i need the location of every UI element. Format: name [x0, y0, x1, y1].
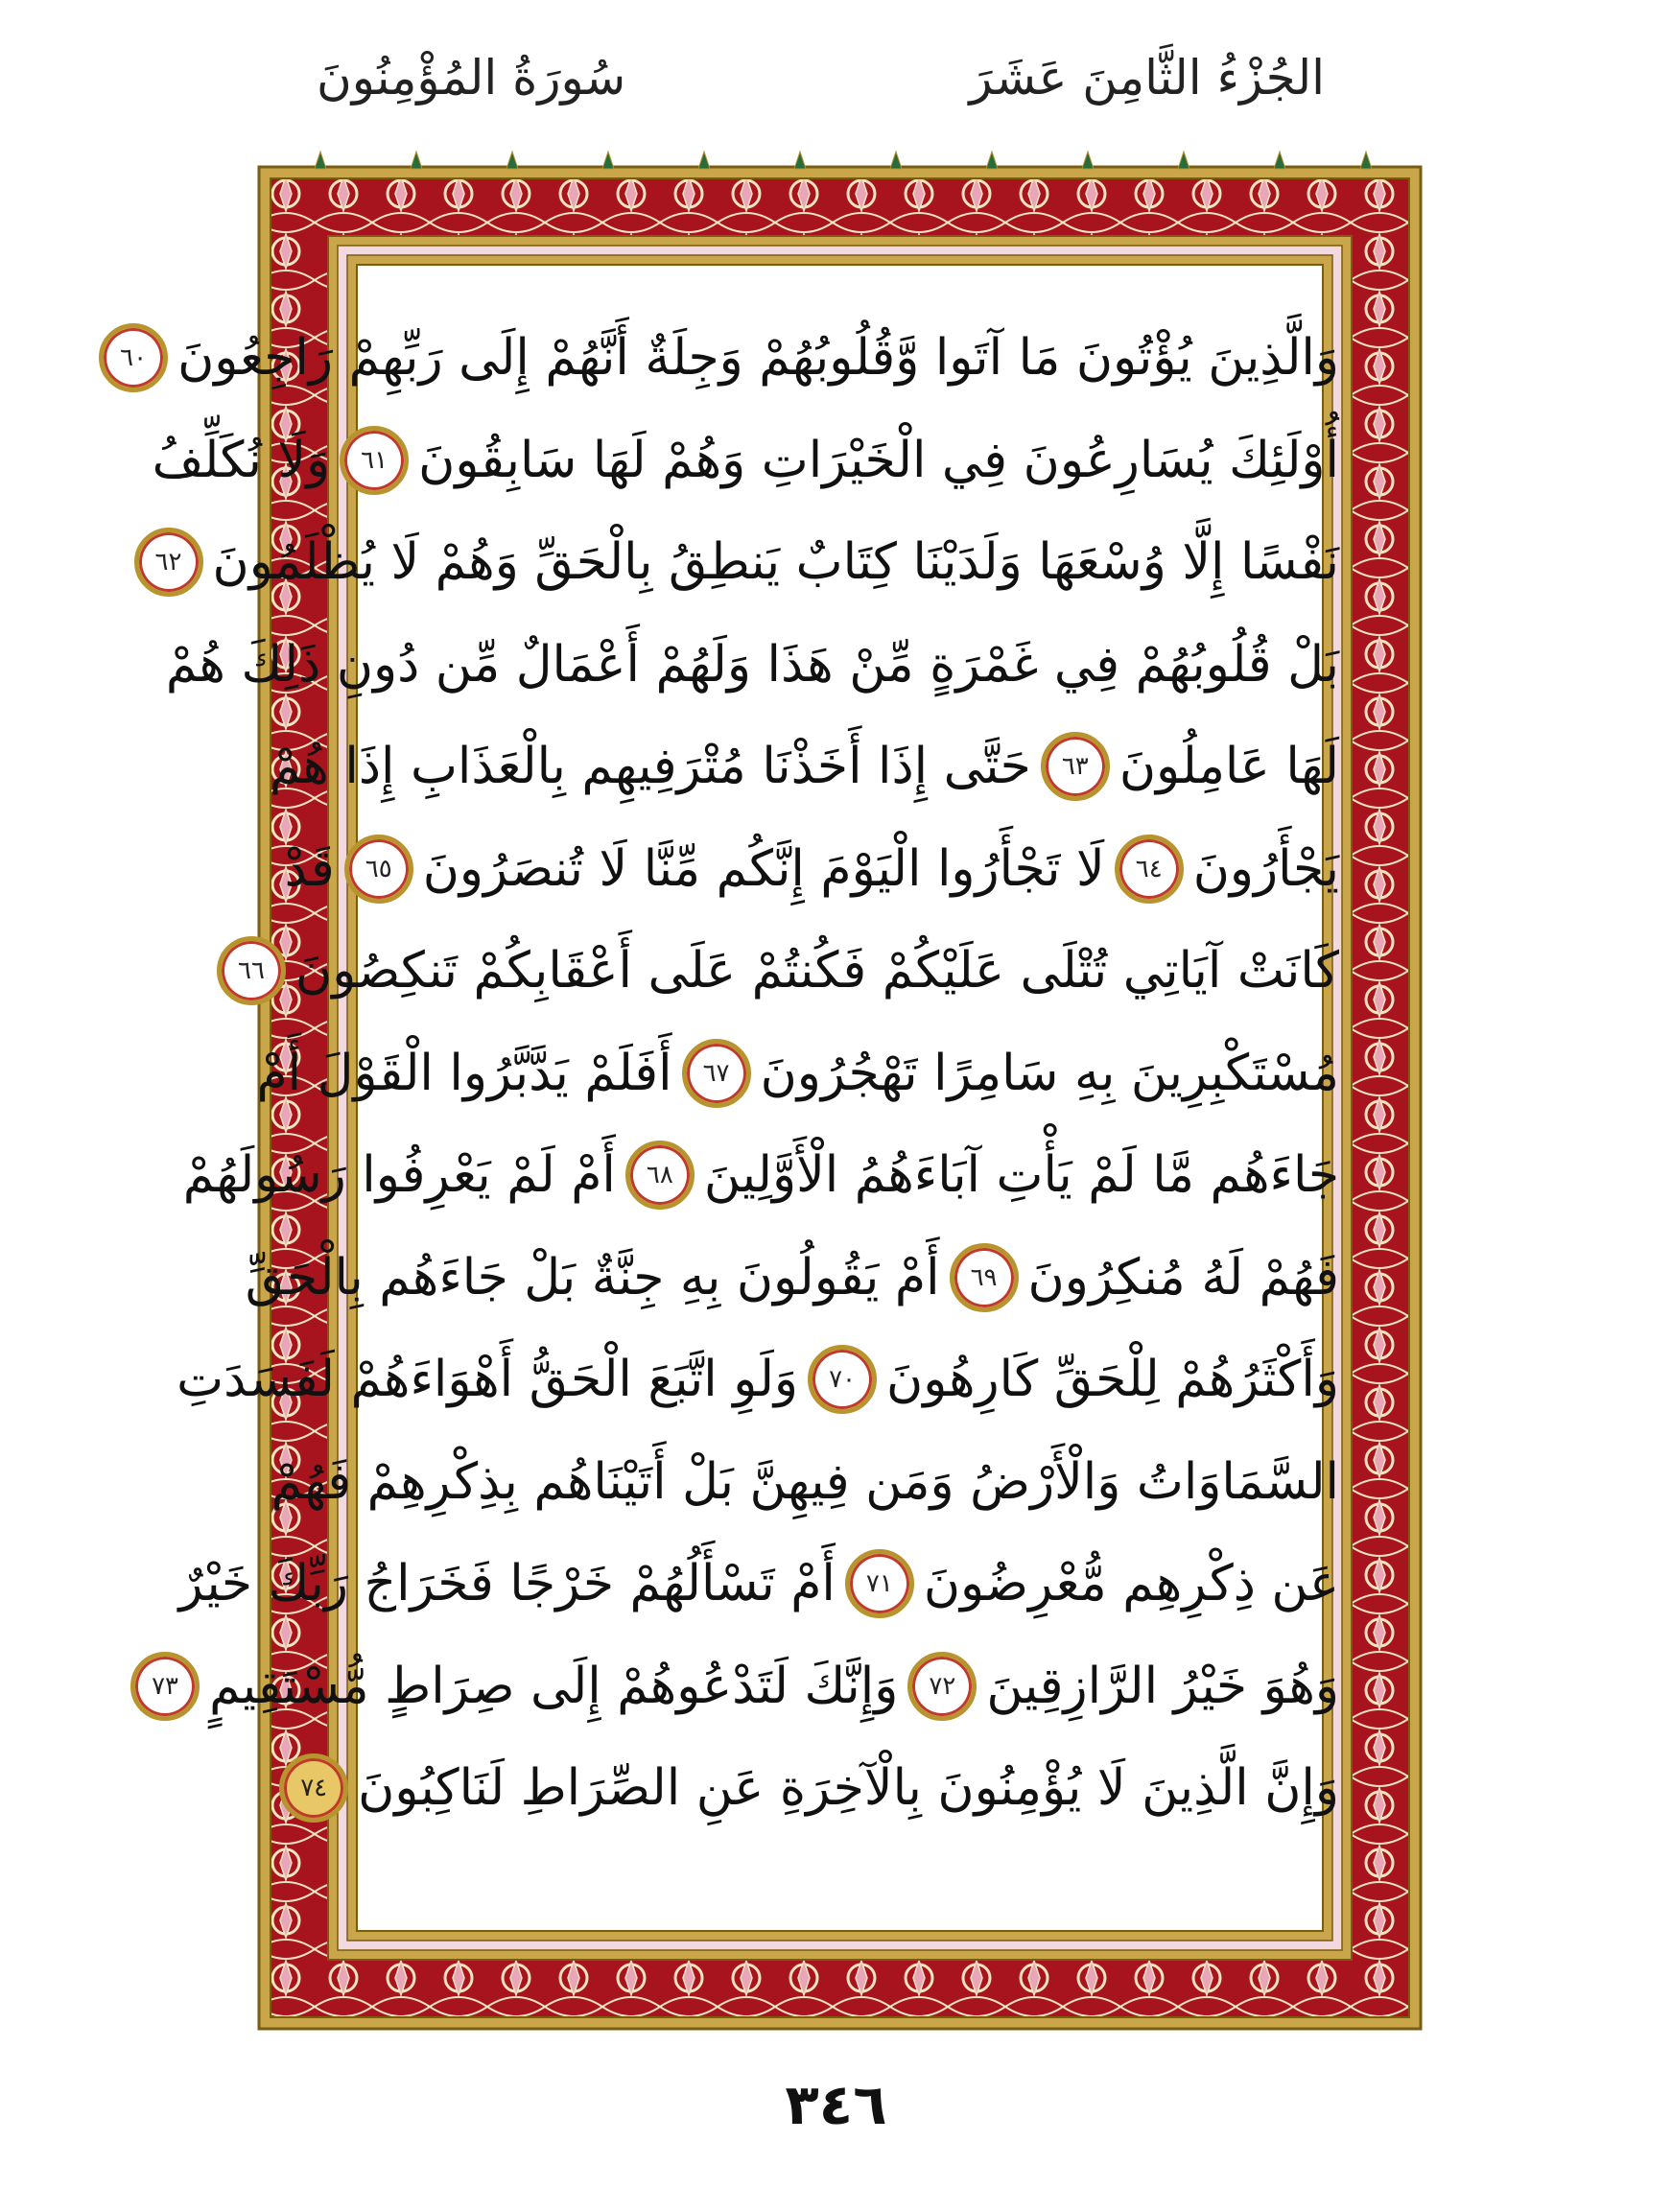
text-line — [269, 716, 1339, 818]
ayah-number-marker: ٦٣ — [1041, 732, 1110, 801]
line-text: أَفَلَمْ يَدَّبَّرُوا الْقَوْلَ أَمْ — [256, 1044, 672, 1102]
line-text: بَلْ قُلُوبُهُمْ فِي غَمْرَةٍ مِّنْ هَذَا وَلَهُمْ أَعْمَالٌ مِّن دُونِ ذَلِكَ هُمْ — [165, 635, 1339, 694]
text-line — [177, 1329, 1339, 1431]
ayah-number-marker: ٧٣ — [130, 1652, 200, 1721]
line-text: أُوْلَئِكَ يُسَارِعُونَ فِي الْخَيْرَاتِ وَهُمْ لَهَا سَابِقُونَ — [418, 431, 1339, 489]
text-line — [245, 1227, 1339, 1330]
top-ornament-row-icon — [257, 144, 1423, 173]
line-text: وَإِنَّ الَّذِينَ لَا يُؤْمِنُونَ بِالْآخِرَةِ عَنِ الصِّرَاطِ لَنَاكِبُونَ — [358, 1759, 1339, 1818]
ayah-number-marker: ٦٨ — [625, 1141, 695, 1210]
ayah-number-marker: ٦٥ — [344, 835, 413, 904]
quran-text-area — [120, 307, 1339, 1942]
text-line — [120, 307, 1339, 410]
line-text: أَمْ يَقُولُونَ بِهِ جِنَّةٌ بَلْ جَاءَهُم بِالْحَقِّ — [245, 1248, 940, 1306]
page-number: ٣٤٦ — [785, 2072, 887, 2137]
ayah-number-marker: ٦٢ — [134, 528, 203, 597]
line-text: أَمْ تَسْأَلُهُمْ خَرْجًا فَخَرَاجُ رَبِّكَ خَيْرٌ — [178, 1555, 836, 1613]
line-text: حَتَّى إِذَا أَخَذْنَا مُتْرَفِيهِم بِالْعَذَابِ إِذَا هُمْ — [269, 738, 1031, 796]
juz-name-header: الجُزْءُ الثَّامِنَ عَشَرَ — [969, 50, 1325, 106]
ayah-number-marker: ٧٤ — [279, 1753, 348, 1823]
ayah-number-marker: ٦٦ — [217, 936, 286, 1005]
line-text: السَّمَاوَاتُ وَالْأَرْضُ وَمَن فِيهِنَّ بَلْ أَتَيْنَاهُم بِذِكْرِهِمْ فَهُمْ — [271, 1452, 1339, 1511]
line-text: لَا تَجْأَرُوا الْيَوْمَ إِنَّكُم مِّنَّا لَا تُنصَرُونَ — [422, 839, 1105, 898]
text-line — [256, 1023, 1339, 1125]
line-text: وَهُوَ خَيْرُ الرَّازِقِينَ — [986, 1657, 1339, 1715]
text-line — [182, 1124, 1339, 1227]
line-text: وَلَوِ اتَّبَعَ الْحَقُّ أَهْوَاءَهُمْ لَفَسَدَتِ — [177, 1351, 799, 1409]
ayah-number-marker: ٦٤ — [1115, 835, 1184, 904]
ayah-number-marker: ٦٧ — [682, 1039, 751, 1108]
line-text: جَاءَهُم مَّا لَمْ يَأْتِ آبَاءَهُمُ الْأَوَّلِينَ — [703, 1146, 1339, 1205]
line-text: وَإِنَّكَ لَتَدْعُوهُمْ إِلَى صِرَاطٍ مُّسْتَقِيمٍ — [209, 1657, 899, 1715]
text-line — [238, 920, 1339, 1023]
line-text: وَلَا نُكَلِّفُ — [152, 431, 331, 489]
line-text: وَالَّذِينَ يُؤْتُونَ مَا آتَوا وَّقُلُوبُهُمْ وَجِلَةٌ أَنَّهُمْ إِلَى رَبِّهِمْ رَاجِعُونَ — [177, 329, 1339, 388]
line-text: نَفْسًا إِلَّا وُسْعَهَا وَلَدَيْنَا كِتَابٌ يَنطِقُ بِالْحَقِّ وَهُمْ لَا يُظْلَمُونَ — [212, 533, 1339, 592]
line-text: يَجْأَرُونَ — [1192, 839, 1339, 898]
line-text: وَأَكْثَرُهُمْ لِلْحَقِّ كَارِهُونَ — [886, 1351, 1339, 1409]
surah-name-header: سُورَةُ المُؤْمِنُونَ — [317, 50, 626, 106]
ayah-number-marker: ٧٢ — [907, 1652, 977, 1721]
text-line — [284, 818, 1339, 921]
line-text: عَن ذِكْرِهِم مُّعْرِضُونَ — [923, 1555, 1339, 1613]
ayah-number-marker: ٦٠ — [99, 323, 168, 392]
line-text: مُسْتَكْبِرِينَ بِهِ سَامِرًا تَهْجُرُونَ — [760, 1044, 1339, 1102]
text-line — [178, 1533, 1339, 1635]
text-line — [152, 410, 1339, 512]
ayah-number-marker: ٧١ — [845, 1549, 914, 1618]
text-line — [300, 1737, 1339, 1840]
ayah-number-marker: ٧٠ — [808, 1345, 877, 1414]
text-line — [154, 511, 1339, 614]
text-line — [152, 1635, 1339, 1738]
line-text: كَانَتْ آيَاتِي تُتْلَى عَلَيْكُمْ فَكُنتُمْ عَلَى أَعْقَابِكُمْ تَنكِصُونَ — [295, 942, 1339, 1000]
ayah-number-marker: ٦٩ — [950, 1243, 1019, 1312]
ayah-number-marker: ٦١ — [340, 426, 409, 495]
text-line — [165, 614, 1339, 717]
line-text: أَمْ لَمْ يَعْرِفُوا رَسُولَهُمْ — [182, 1146, 616, 1205]
line-text: قَدْ — [284, 839, 335, 898]
line-text: فَهُمْ لَهُ مُنكِرُونَ — [1027, 1248, 1339, 1306]
text-line — [271, 1431, 1339, 1534]
line-text: لَهَا عَامِلُونَ — [1119, 738, 1339, 796]
